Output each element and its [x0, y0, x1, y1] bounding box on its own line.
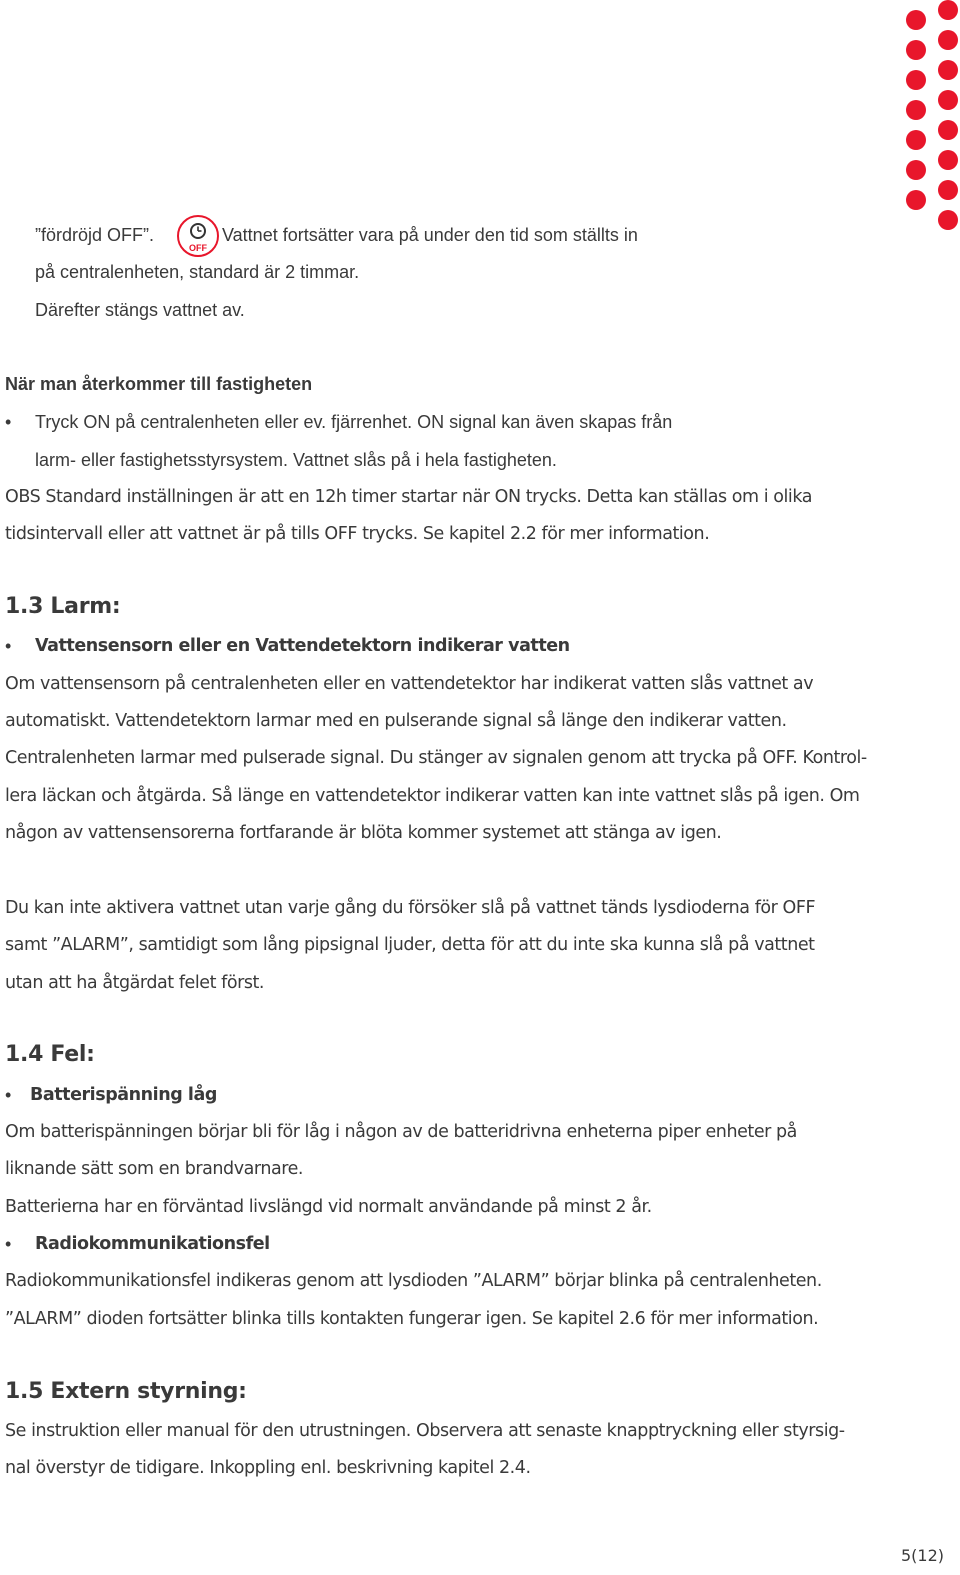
section-heading-1-4: 1.4 Fel:: [5, 1042, 95, 1067]
bullet: •: [5, 1085, 12, 1105]
delayed-off-label: ”fördröjd OFF”.: [35, 225, 155, 245]
paragraph-line: automatiskt. Vattendetektorn larmar med en pulserande signal så länge den indikerar vatten.: [5, 711, 787, 731]
section-heading-1-3: 1.3 Larm:: [5, 594, 121, 619]
paragraph-line: Centralenheten larmar med pulserade signal. Du stänger av signalen genom att trycka på OFF. Kontrol-: [5, 748, 867, 768]
paragraph-line: på centralenheten, standard är 2 timmar.: [35, 262, 360, 282]
bullet-title: Radiokommunikationsfel: [35, 1234, 270, 1254]
bullet-title: Vattensensorn eller en Vattendetektorn indikerar vatten: [35, 636, 570, 656]
paragraph-line: Om batterispänningen börjar bli för låg i någon av de batteridrivna enheterna piper enheter på: [5, 1122, 797, 1142]
bullet: •: [5, 412, 12, 432]
paragraph-line: Radiokommunikationsfel indikeras genom att lysdioden ”ALARM” börjar blinka på centralenheten.: [5, 1271, 822, 1291]
paragraph-line: Om vattensensorn på centralenheten eller en vattendetektor har indikerat vatten slås vattnet av: [5, 674, 814, 694]
section-heading-return: När man återkommer till fastigheten: [5, 374, 313, 394]
page-number: 5(12): [900, 1546, 944, 1565]
obs-note: tidsintervall eller att vattnet är på tills OFF trycks. Se kapitel 2.2 för mer information.: [5, 524, 710, 544]
icon-label: OFF: [189, 243, 207, 253]
paragraph-line: Du kan inte aktivera vattnet utan varje gång du försöker slå på vattnet tänds lysdioderna för OFF: [5, 898, 816, 918]
paragraph-line: nal överstyr de tidigare. Inkoppling enl. beskrivning kapitel 2.4.: [5, 1458, 531, 1478]
paragraph-line: Se instruktion eller manual för den utrustningen. Observera att senaste knapptryckning eller styrsig-: [5, 1421, 845, 1441]
paragraph-line: utan att ha åtgärdat felet först.: [5, 973, 265, 993]
paragraph-line: Batterierna har en förväntad livslängd vid normalt användande på minst 2 år.: [5, 1197, 652, 1217]
delayed-off-text: [35, 225, 154, 246]
decorative-dot-pattern: [896, 0, 960, 240]
obs-note: OBS Standard inställningen är att en 12h timer startar när ON trycks. Detta kan ställas om i olika: [5, 487, 812, 507]
delayed-off-description: Vattnet fortsätter vara på under den tid som ställts in: [222, 225, 638, 245]
paragraph-line: lera läckan och åtgärda. Så länge en vattendetektor indikerar vatten kan inte vattnet slås på igen. Om: [5, 786, 860, 806]
paragraph-line: Därefter stängs vattnet av.: [35, 300, 245, 320]
paragraph-line: någon av vattensensorerna fortfarande är blöta kommer systemet att stänga av igen.: [5, 823, 722, 843]
bullet-text-continuation: larm- eller fastighetsstyrsystem. Vattnet slås på i hela fastigheten.: [35, 450, 557, 470]
paragraph-line: samt ”ALARM”, samtidigt som lång pipsignal ljuder, detta för att du inte ska kunna slå på vattnet: [5, 935, 815, 955]
section-heading-1-5: 1.5 Extern styrning:: [5, 1379, 247, 1404]
bullet: •: [5, 1234, 12, 1254]
timer-off-icon: [176, 214, 220, 258]
bullet-text: Tryck ON på centralenheten eller ev. fjärrenhet. ON signal kan även skapas från: [35, 412, 673, 432]
bullet: •: [5, 636, 12, 656]
paragraph-line: liknande sätt som en brandvarnare.: [5, 1159, 304, 1179]
paragraph-line: ”ALARM” dioden fortsätter blinka tills kontakten fungerar igen. Se kapitel 2.6 för mer information.: [5, 1309, 819, 1329]
bullet-title: Batterispänning låg: [30, 1085, 217, 1105]
